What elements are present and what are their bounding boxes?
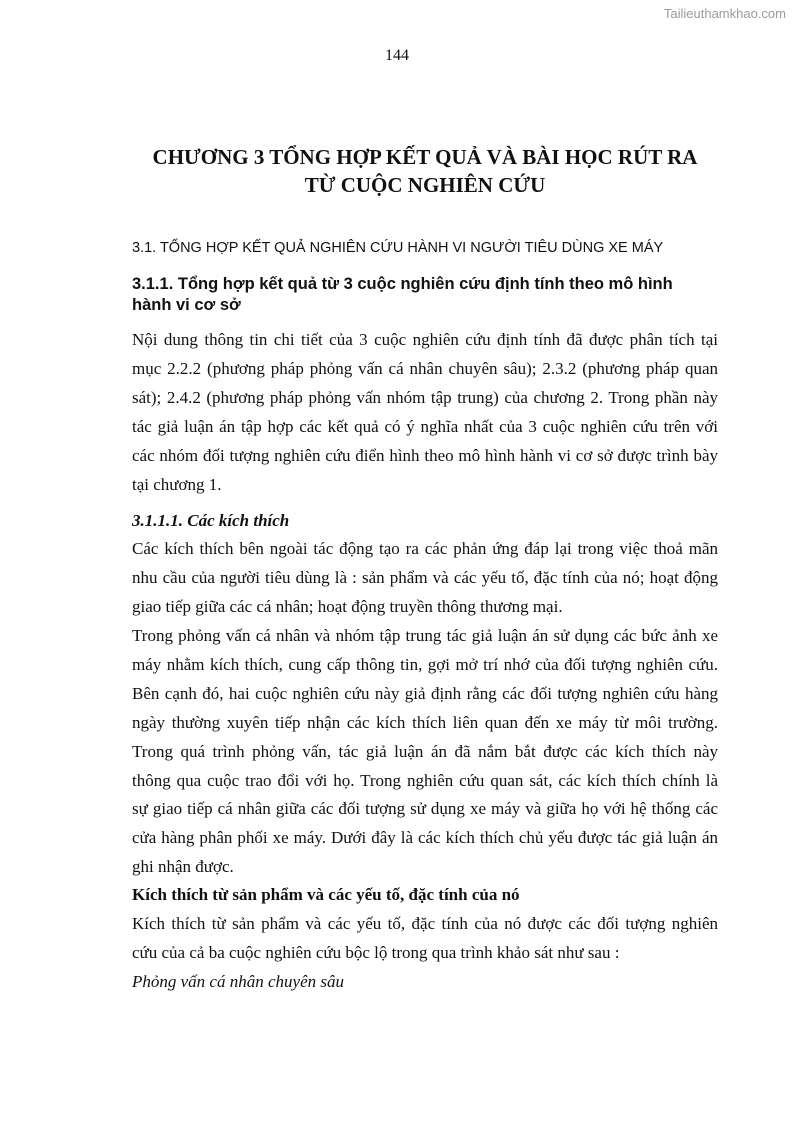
para2-line: Các kích thích bên ngoài tác động tạo ra các phản ứng đáp lại trong việc thoả mãn <box>132 539 718 558</box>
section-heading: 3.1. TỔNG HỢP KẾT QUẢ NGHIÊN CỨU HÀNH VI NGƯỜI TIÊU DÙNG XE MÁY <box>132 240 664 256</box>
para1-line: Nội dung thông tin chi tiết của 3 cuộc nghiên cứu định tính đã được phân tích tại <box>132 330 718 349</box>
watermark: Tailieuthamkhao.com <box>663 6 786 21</box>
para3-line: cửa hàng phân phối xe máy. Dưới đây là các kích thích chủ yếu được tác giả luận án <box>132 828 718 848</box>
para3-line: máy nhằm kích thích, cung cấp thông tin, gợi mở trí nhớ của đối tượng nghiên cứu. <box>132 654 718 674</box>
para3-line: Bên cạnh đó, hai cuộc nghiên cứu này giả định rằng các đối tượng nghiên cứu hàng <box>132 683 718 703</box>
para3-line: Trong quá trình phỏng vấn, tác giả luận án đã nắm bắt được các kích thích này <box>132 741 718 761</box>
para2-line: nhu cầu của người tiêu dùng là : sản phẩm và các yếu tố, đặc tính của nó; hoạt động <box>132 567 718 587</box>
para1-line: sát); 2.4.2 (phương pháp phỏng vấn nhóm tập trung) của chương 2. Trong phần này <box>132 387 718 407</box>
bold-heading: Kích thích từ sản phẩm và các yếu tố, đặc tính của nó <box>132 885 520 904</box>
para3-line: thông qua cuộc trao đổi với họ. Trong nghiên cứu quan sát, các kích thích chính là <box>132 770 718 790</box>
para1-line: các nhóm đối tượng nghiên cứu điển hình theo mô hình hành vi cơ sở được trình bày <box>132 445 718 465</box>
chapter-title-line-1: CHƯƠNG 3 TỔNG HỢP KẾT QUẢ VÀ BÀI HỌC RÚT RA <box>152 145 698 169</box>
para1-line: mục 2.2.2 (phương pháp phỏng vấn cá nhân chuyên sâu); 2.3.2 (phương pháp quan <box>132 358 718 378</box>
chapter-title-line-2: TỪ CUỘC NGHIÊN CỨU <box>304 173 546 197</box>
italic-heading: Phỏng vấn cá nhân chuyên sâu <box>132 972 344 991</box>
para1-line: tại chương 1. <box>132 474 222 494</box>
para3-line: ngày thường xuyên tiếp nhận các kích thích liên quan đến xe máy từ môi trường. <box>132 712 718 732</box>
para4-line: Kích thích từ sản phẩm và các yếu tố, đặc tính của nó được các đối tượng nghiên <box>132 914 718 933</box>
para4-line: cứu của cả ba cuộc nghiên cứu bộc lộ trong qua trình khảo sát như sau : <box>132 942 620 962</box>
page-number: 144 <box>385 47 409 64</box>
heading-3111: 3.1.1.1. Các kích thích <box>132 511 290 530</box>
para1-line: tác giả luận án tập hợp các kết quả có ý nghĩa nhất của 3 cuộc nghiên cứu trên với <box>132 416 718 436</box>
para3-line: ghi nhận được. <box>132 857 234 877</box>
para3-line: sự giao tiếp cá nhân giữa các đối tượng sử dụng xe máy và giữa họ với hệ thống các <box>132 799 718 819</box>
para2-line: giao tiếp giữa các cá nhân; hoạt động truyền thông thương mại. <box>132 596 563 616</box>
subsection-heading-line-1: 3.1.1. Tổng hợp kết quả từ 3 cuộc nghiên cứu định tính theo mô hình <box>132 275 673 293</box>
para3-line: Trong phỏng vấn cá nhân và nhóm tập trung tác giả luận án sử dụng các bức ảnh xe <box>132 626 718 645</box>
subsection-heading-line-2: hành vi cơ sở <box>132 296 241 314</box>
